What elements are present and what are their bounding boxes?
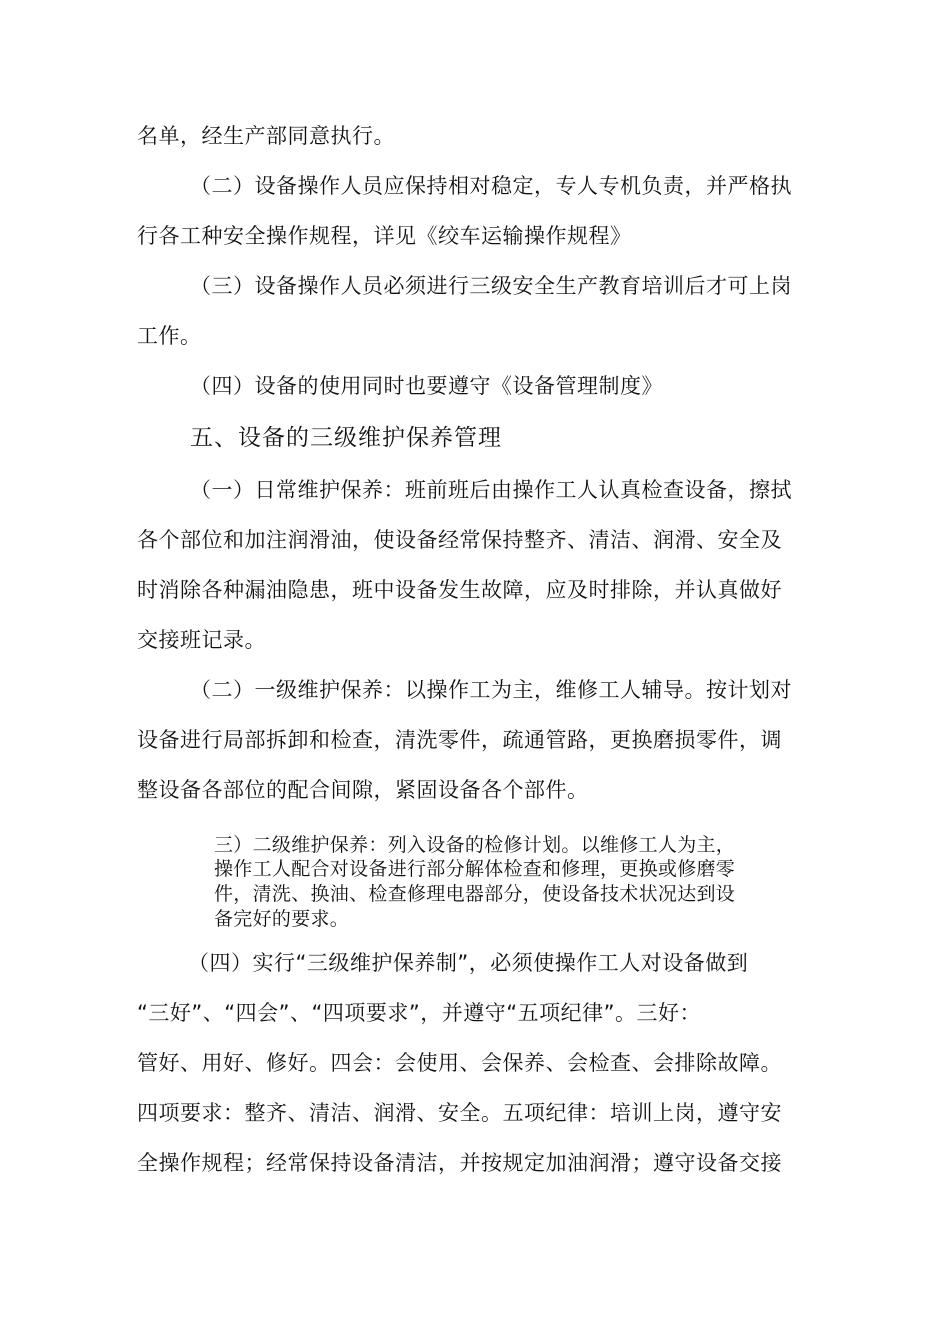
section-heading: 五、设备的三级维护保养管理 [190,425,502,451]
text-line: （一）日常维护保养：班前班后由操作工人认真检查设备，擦拭 [190,478,792,502]
text-line: （四）实行“三级维护保养制”，必须使操作工人对设备做到 [188,951,749,975]
text-line: “三好”、“四会”、“四项要求”，并遵守“五项纪律”。三好： [137,1001,702,1025]
text-line: （三）设备操作人员必须进行三级安全生产教育培训后才可上岗 [190,274,792,298]
text-line: 整设备各部位的配合间隙，紧固设备各个部件。 [137,778,589,802]
text-line: 各个部位和加注润滑油，使设备经常保持整齐、清洁、润滑、安全及 [137,528,782,552]
text-line: （二）一级维护保养：以操作工为主，维修工人辅导。按计划对 [190,678,792,702]
text-line: 设备进行局部拆卸和检查，清洗零件，疏通管路，更换磨损零件，调 [137,728,782,752]
text-line: 备完好的要求。 [214,908,350,930]
text-line: 名单，经生产部同意执行。 [137,124,395,148]
text-line: 三）二级维护保养：列入设备的检修计划。以维修工人为主， [214,834,736,856]
text-line: 全操作规程；经常保持设备清洁，并按规定加油润滑；遵守设备交接 [137,1151,782,1175]
text-line: 管好、用好、修好。四会：会使用、会保养、会检查、会排除故障。 [137,1051,782,1075]
text-line: 四项要求：整齐、清洁、润滑、安全。五项纪律：培训上岗，遵守安 [137,1101,782,1125]
text-line: （四）设备的使用同时也要遵守《设备管理制度》 [190,374,663,398]
text-line: 工作。 [137,324,202,348]
text-line: 交接班记录。 [137,628,266,652]
text-line: 件，清洗、换油、检查修理电器部分，使设备技术状况达到设 [214,883,736,905]
text-line: （二）设备操作人员应保持相对稳定，专人专机负责，并严格执 [190,174,792,198]
text-line: 操作工人配合对设备进行部分解体检查和修理，更换或修磨零 [214,858,736,880]
text-line: 时消除各种漏油隐患，班中设备发生故障，应及时排除，并认真做好 [137,578,782,602]
text-line: 行各工种安全操作规程，详见《绞车运输操作规程》 [137,224,632,248]
